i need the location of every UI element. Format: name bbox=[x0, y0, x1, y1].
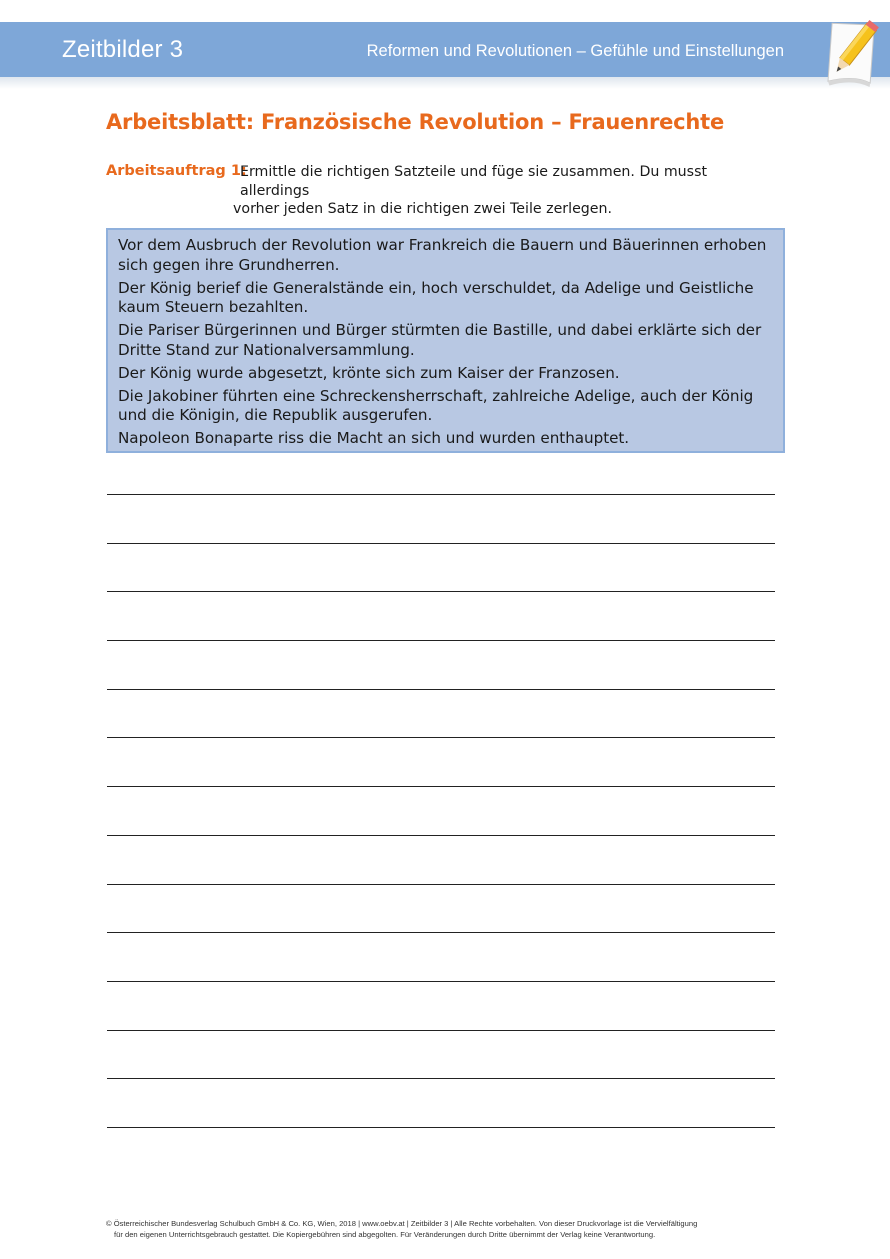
task-label: Arbeitsauftrag 1: bbox=[106, 163, 247, 179]
answer-line[interactable] bbox=[107, 689, 775, 690]
header-subtitle: Reformen und Revolutionen – Gefühle und Einstellungen bbox=[366, 42, 784, 60]
sentence-item: Napoleon Bonaparte riss die Macht an sich und wurden enthauptet. bbox=[118, 429, 630, 447]
brand-title: Zeitbilder 3 bbox=[62, 36, 184, 63]
sentence-box bbox=[106, 228, 785, 453]
sentence-item: Der König berief die Generalstände ein, hoch verschuldet, da Adelige und Geistliche kaum Steuern bezahlten. bbox=[118, 278, 754, 316]
footer-line: für den eigenen Unterrichtsgebrauch gestattet. Die Kopiergebühren sind abgegolten. Für Veränderungen durch Dritte übernimmt der Verlag keine Verantwortung. bbox=[114, 1230, 656, 1239]
footer-line: © Österreichischer Bundesverlag Schulbuch GmbH & Co. KG, Wien, 2018 | www.oebv.at | Zeitbilder 3 | Alle Rechte vorbehalten. Von dieser Druckvorlage ist die Vervielfältigung bbox=[106, 1219, 698, 1228]
answer-line[interactable] bbox=[107, 884, 775, 885]
task-instruction-line: Ermittle die richtigen Satzteile und füge sie zusammen. Du musst allerdings bbox=[240, 164, 708, 199]
answer-line[interactable] bbox=[107, 543, 775, 544]
answer-line[interactable] bbox=[107, 786, 775, 787]
answer-line[interactable] bbox=[107, 737, 775, 738]
answer-line[interactable] bbox=[107, 981, 775, 982]
copyright-footer bbox=[106, 1218, 796, 1240]
sentence-item: Vor dem Ausbruch der Revolution war Frankreich die Bauern und Bäuerinnen erhoben sich gegen ihre Grundherren. bbox=[118, 236, 767, 274]
answer-line[interactable] bbox=[107, 1078, 775, 1079]
answer-line[interactable] bbox=[107, 494, 775, 495]
sentence-item: Die Jakobiner führten eine Schreckensherrschaft, zahlreiche Adelige, auch der König und die Königin, die Republik ausgerufen. bbox=[118, 386, 754, 424]
answer-line[interactable] bbox=[107, 835, 775, 836]
answer-line[interactable] bbox=[107, 591, 775, 592]
task-instruction-line: vorher jeden Satz in die richtigen zwei Teile zerlegen. bbox=[233, 201, 613, 217]
answer-line[interactable] bbox=[107, 1030, 775, 1031]
answer-line[interactable] bbox=[107, 932, 775, 933]
answer-line[interactable] bbox=[107, 640, 775, 641]
pencil-paper-icon bbox=[818, 14, 882, 94]
sentence-item: Der König wurde abgesetzt, krönte sich zum Kaiser der Franzosen. bbox=[118, 363, 620, 382]
answer-line[interactable] bbox=[107, 1127, 775, 1128]
worksheet-title: Arbeitsblatt: Französische Revolution – Frauenrechte bbox=[106, 110, 725, 134]
task-instructions bbox=[233, 163, 780, 219]
sentence-item: Die Pariser Bürgerinnen und Bürger stürmten die Bastille, und dabei erklärte sich der Dritte Stand zur Nationalversammlung. bbox=[118, 321, 762, 359]
header-shadow bbox=[0, 77, 890, 89]
